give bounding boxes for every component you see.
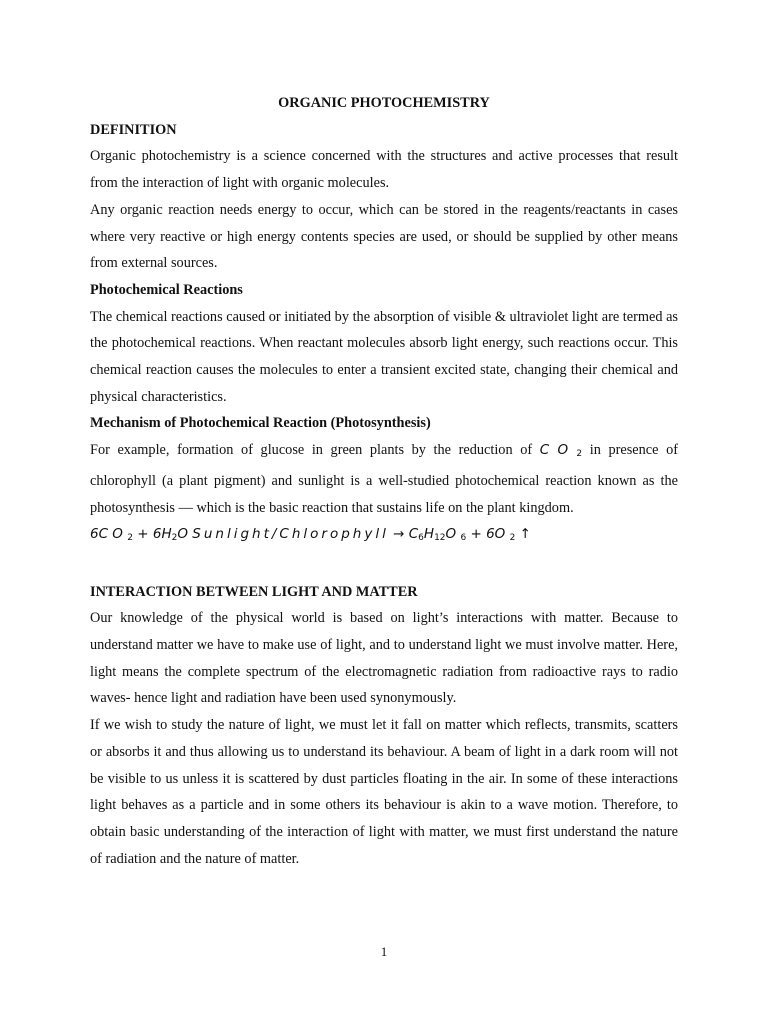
photosynthesis-equation: 6C O $_2 + 6H_2O$ Sunlight/Chlorophyll → $C_6H_{12}O$ $_6$ + 6O $_2$ ↑ <box>90 526 531 544</box>
document-body <box>90 90 678 872</box>
interaction-heading: INTERACTION BETWEEN LIGHT AND MATTER <box>90 583 418 600</box>
photochemical-reactions-paragraph: The chemical reactions caused or initiated by the absorption of visible & ultraviolet light are termed as the photochemical reactions. When reactant molecules absorb light energy, such reactions occur. This chemical reaction causes the molecules to enter a transient excited state, changing their chemical and physical characteristics. <box>90 308 678 405</box>
interaction-paragraph-1: Our knowledge of the physical world is based on light’s interactions with matter. Because to understand matter we have to make use of light, and to understand light we must involve matter. Here, light means the complete spectrum of the electromagnetic radiation from radioactive rays to radio waves- hence light and radiation have been used synonymously. <box>90 610 678 707</box>
mechanism-paragraph <box>90 437 678 521</box>
definition-paragraph-2: Any organic reaction needs energy to occur, which can be stored in the reagents/reactants in cases where very reactive or high energy contents species are used, or should be supplied by other means from external sources. <box>90 201 678 272</box>
definition-paragraph-1: Organic photochemistry is a science concerned with the structures and active processes that result from the interaction of light with organic molecules. <box>90 148 678 192</box>
page-title: ORGANIC PHOTOCHEMISTRY <box>278 95 490 111</box>
co2-formula: C O $_2$ <box>539 442 583 460</box>
page-number: 1 <box>380 944 388 959</box>
mechanism-heading: Mechanism of Photochemical Reaction (Photosynthesis) <box>90 415 431 432</box>
reaction-conditions: Sunlight/Chlorophyll <box>192 526 389 543</box>
interaction-paragraph-2: If we wish to study the nature of light, we must let it fall on matter which reflects, transmits, scatters or absorbs it and thus allowing us to understand its behaviour. A beam of light in a dark room will not be visible to us unless it is scattered by dust particles floating in the air. In some of these interactions light behaves as a particle and in some others its behaviour is akin to a wave motion. Therefore, to obtain basic understanding of the interaction of light with matter, we must first understand the nature of radiation and the nature of matter. <box>90 717 678 867</box>
mechanism-text-after: in presence of chlorophyll (a plant pigment) and sunlight is a well-studied photochemical reaction known as the photosynthesis — which is the basic reaction that sustains life on the plant kingdom. <box>90 442 678 516</box>
photochemical-reactions-heading: Photochemical Reactions <box>90 281 243 298</box>
mechanism-text-before: For example, formation of glucose in green plants by the reduction of <box>90 442 540 459</box>
blank-line <box>90 552 678 579</box>
definition-heading: DEFINITION <box>90 121 177 138</box>
